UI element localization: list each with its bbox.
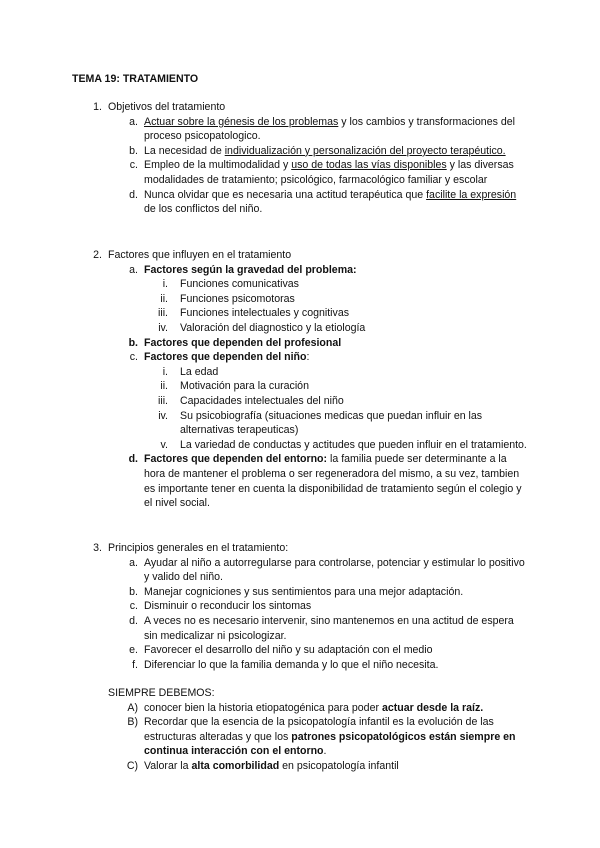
list-marker: c.: [129, 351, 138, 364]
section-heading: 2. Factores que influyen en el tratamiento: [0, 248, 600, 263]
list-item: d. A veces no es necesario intervenir, sino mantenemos en una actitud de espera sin medicalizar ni psicologizar.: [129, 614, 514, 642]
list-item: a. Factores según la gravedad del problema:: [0, 263, 600, 278]
list-marker: B): [127, 716, 138, 729]
list-marker: d.: [129, 188, 138, 201]
list-item: C) Valorar la alta comorbilidad en psicopatología infantil: [0, 759, 600, 774]
sub-list-item: i. Funciones comunicativas: [162, 278, 299, 291]
section-objetivos: [0, 100, 600, 217]
document-title: TEMA 19: TRATAMIENTO: [72, 73, 199, 85]
list-item: c. Disminuir o reconducir los sintomas: [129, 600, 312, 613]
sub-list-item: i. La edad: [162, 365, 219, 378]
list-number: 2.: [93, 249, 102, 261]
list-item: B) Recordar que la esencia de la psicopatología infantil es la evolución de las estructuras alteradas y que los patrones psicopatológicos están siempre en continua interacción con el entorno.: [0, 715, 600, 759]
list-marker: b.: [129, 144, 138, 157]
list-marker: d.: [128, 453, 138, 466]
section-principios: [0, 541, 600, 672]
list-marker: a.: [129, 115, 138, 128]
list-number: 3.: [93, 542, 102, 554]
sub-list-item: v. La variedad de conductas y actitudes que pueden influir en el tratamiento.: [160, 438, 527, 451]
section-heading: SIEMPRE DEBEMOS:: [108, 687, 215, 699]
list-marker: a.: [129, 263, 138, 276]
list-number: 1.: [93, 101, 102, 113]
sub-list-item: iii. Funciones intelectuales y cognitivas: [157, 307, 350, 320]
list-item: d. Factores que dependen del entorno: la familia puede ser determinante a la hora de mantener el problema o ser regeneradora del mismo, a su vez, tambien es importante tener en cuenta la disponibilidad de tratamiento según el colegio y el nivel social.: [0, 452, 600, 510]
list-item: d. Nunca olvidar que es necesaria una actitud terapéutica que facilite la expresión de los conflictos del niño.: [0, 188, 600, 217]
list-item: b. Factores que dependen del profesional: [0, 336, 600, 351]
list-item: a. Actuar sobre la génesis de los problemas y los cambios y transformaciones del proceso psicopatologico.: [0, 115, 600, 144]
list-item: a. Ayudar al niño a autorregularse para controlarse, potenciar y estimular lo positivo y valido del niño.: [129, 556, 525, 584]
sub-list-item: ii. Motivación para la curación: [160, 380, 309, 393]
list-item: A) conocer bien la historia etiopatogénica para poder actuar desde la raíz.: [0, 701, 600, 716]
list-marker: b.: [128, 336, 138, 349]
sub-list-item: iii. Capacidades intelectuales del niño: [157, 394, 344, 407]
list-item: e. Favorecer el desarrollo del niño y su adaptación con el medio: [129, 644, 433, 657]
section-factores: [0, 248, 600, 511]
sub-list-item: ii. Funciones psicomotoras: [160, 292, 295, 305]
section-siempre-debemos: [0, 686, 600, 774]
sub-list-item: iv. Valoración del diagnostico y la etiología: [158, 321, 366, 334]
list-item: b. La necesidad de individualización y personalización del proyecto terapéutico.: [0, 144, 600, 159]
sub-list-item: iv. Su psicobiografía (situaciones medicas que puedan influir en las alternativas terapeuticas): [158, 409, 483, 437]
list-item: b. Manejar cogniciones y sus sentimientos para una mejor adaptación.: [129, 585, 464, 598]
list-item: f. Diferenciar lo que la familia demanda y lo que el niño necesita.: [132, 658, 439, 671]
section-heading: 1. Objetivos del tratamiento: [0, 100, 600, 115]
section-heading: 3. Principios generales en el tratamiento:: [0, 541, 600, 556]
list-marker: A): [127, 701, 138, 714]
list-marker: c.: [129, 159, 138, 172]
list-item: c. Empleo de la multimodalidad y uso de todas las vías disponibles y las diversas modalidades de tratamiento; psicológico, farmacológico familiar y escolar: [0, 158, 600, 187]
list-marker: C): [126, 759, 138, 772]
list-item: c. Factores que dependen del niño:: [0, 350, 600, 365]
